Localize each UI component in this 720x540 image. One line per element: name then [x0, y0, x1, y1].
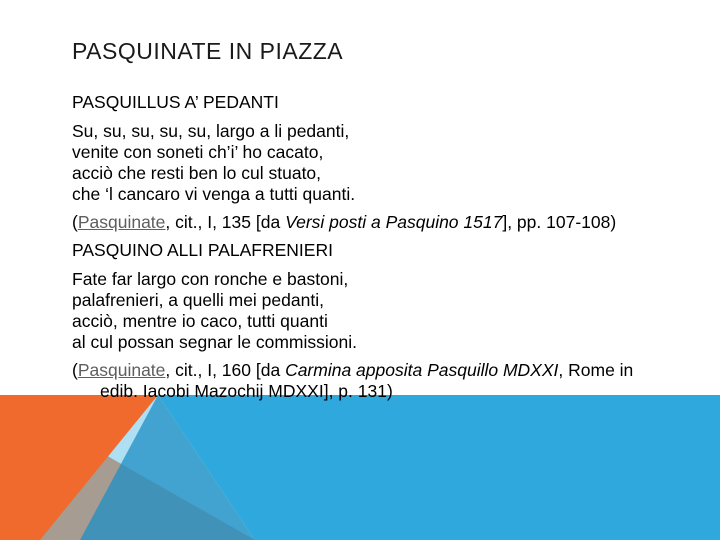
citation-end: ], pp. 107-108)	[502, 212, 617, 232]
citation-open: (	[72, 360, 78, 380]
section1-citation	[72, 212, 672, 233]
citation-end: , Rome in edib. Iacobi Mazochij MDXXI], p. 131)	[100, 360, 634, 401]
pasquinate-link[interactable]: Pasquinate	[77, 212, 166, 232]
verse-line: palafrenieri, a quelli mei pedanti,	[72, 290, 324, 310]
verse-line: acciò che resti ben lo cul stuato,	[72, 163, 322, 183]
citation-mid: , cit., I, 160 [da	[165, 360, 286, 380]
verse-line: Fate far largo con ronche e bastoni,	[72, 269, 349, 289]
citation-source-title: Carmina apposita Pasquillo MDXXI	[285, 360, 559, 380]
section2-citation	[72, 360, 672, 402]
slide-content	[72, 92, 672, 409]
verse-line: al cul possan segnar le commissioni.	[72, 332, 357, 352]
verse-line: che ‘l cancaro vi venga a tutti quanti.	[72, 184, 356, 204]
verse-line: acciò, mentre io caco, tutti quanti	[72, 311, 328, 331]
slide-title: PASQUINATE IN PIAZZA	[72, 38, 344, 64]
citation-mid: , cit., I, 135 [da	[165, 212, 286, 232]
verse-line: Su, su, su, su, su, largo a li pedanti,	[72, 121, 350, 141]
citation-open: (	[72, 212, 78, 232]
section2-verse	[72, 269, 672, 353]
pasquinate-link[interactable]: Pasquinate	[77, 360, 166, 380]
verse-line: venite con soneti ch’i’ ho cacato,	[72, 142, 324, 162]
citation-source-title: Versi posti a Pasquino 1517	[285, 212, 503, 232]
section1-verse	[72, 121, 672, 205]
section1-heading: PASQUILLUS A’ PEDANTI	[72, 92, 279, 112]
section2-heading: PASQUINO ALLI PALAFRENIERI	[72, 240, 333, 260]
